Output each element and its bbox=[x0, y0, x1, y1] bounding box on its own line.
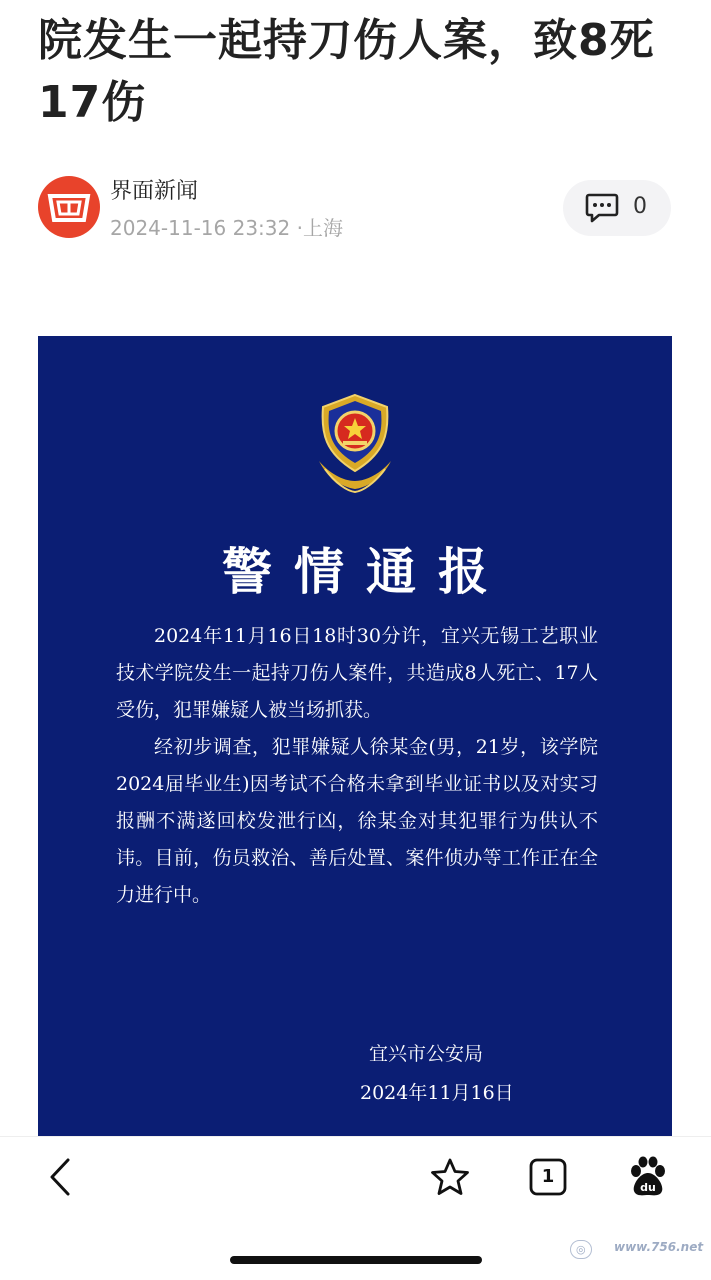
notice-signature-date: 2024年11月16日 bbox=[360, 1082, 514, 1104]
watermark bbox=[570, 1238, 704, 1270]
author-logo[interactable] bbox=[38, 176, 100, 238]
notice-paragraph-2: 经初步调查，犯罪嫌疑人徐某金(男，21岁，该学院2024届毕业生)因考试不合格未拿到毕业证书以及对实习报酬不满遂回校发泄行凶，徐某金对其犯罪行为供认不讳。目前，伤员救治、善后处置、案件侦办等工作正在全力进行中。 bbox=[116, 736, 598, 906]
favorite-button[interactable] bbox=[430, 1157, 470, 1197]
comment-icon bbox=[585, 192, 619, 224]
star-icon bbox=[430, 1157, 470, 1197]
home-indicator[interactable] bbox=[230, 1256, 482, 1264]
jiemian-logo-icon bbox=[38, 176, 100, 238]
notice-paragraph-1: 2024年11月16日18时30分许，宜兴无锡工艺职业技术学院发生一起持刀伤人案件，共造成8人死亡、17人受伤，犯罪嫌疑人被当场抓获。 bbox=[116, 625, 598, 721]
comment-count: 0 bbox=[633, 194, 647, 219]
comment-button[interactable] bbox=[563, 180, 671, 236]
publish-meta: 2024-11-16 23:32 ·上海 bbox=[110, 216, 343, 240]
tabs-button[interactable] bbox=[528, 1157, 568, 1197]
notice-title: 警情通报 bbox=[222, 542, 510, 601]
chevron-left-icon bbox=[42, 1157, 82, 1197]
back-button[interactable] bbox=[42, 1157, 82, 1197]
police-notice-image[interactable] bbox=[38, 336, 672, 1136]
author-name[interactable]: 界面新闻 bbox=[110, 179, 199, 204]
watermark-logo-icon: ◎ bbox=[570, 1240, 592, 1259]
article-title: 院发生一起持刀伤人案，致8死17伤 bbox=[38, 15, 655, 128]
watermark-text: www.756.net bbox=[614, 1240, 704, 1254]
svg-text:du: du bbox=[640, 1181, 656, 1194]
baidu-button[interactable] bbox=[626, 1155, 666, 1195]
police-emblem-icon bbox=[305, 391, 405, 496]
baidu-paw-icon bbox=[626, 1155, 670, 1199]
notice-signature-org: 宜兴市公安局 bbox=[369, 1043, 484, 1065]
tabs-count: 1 bbox=[541, 1166, 555, 1187]
